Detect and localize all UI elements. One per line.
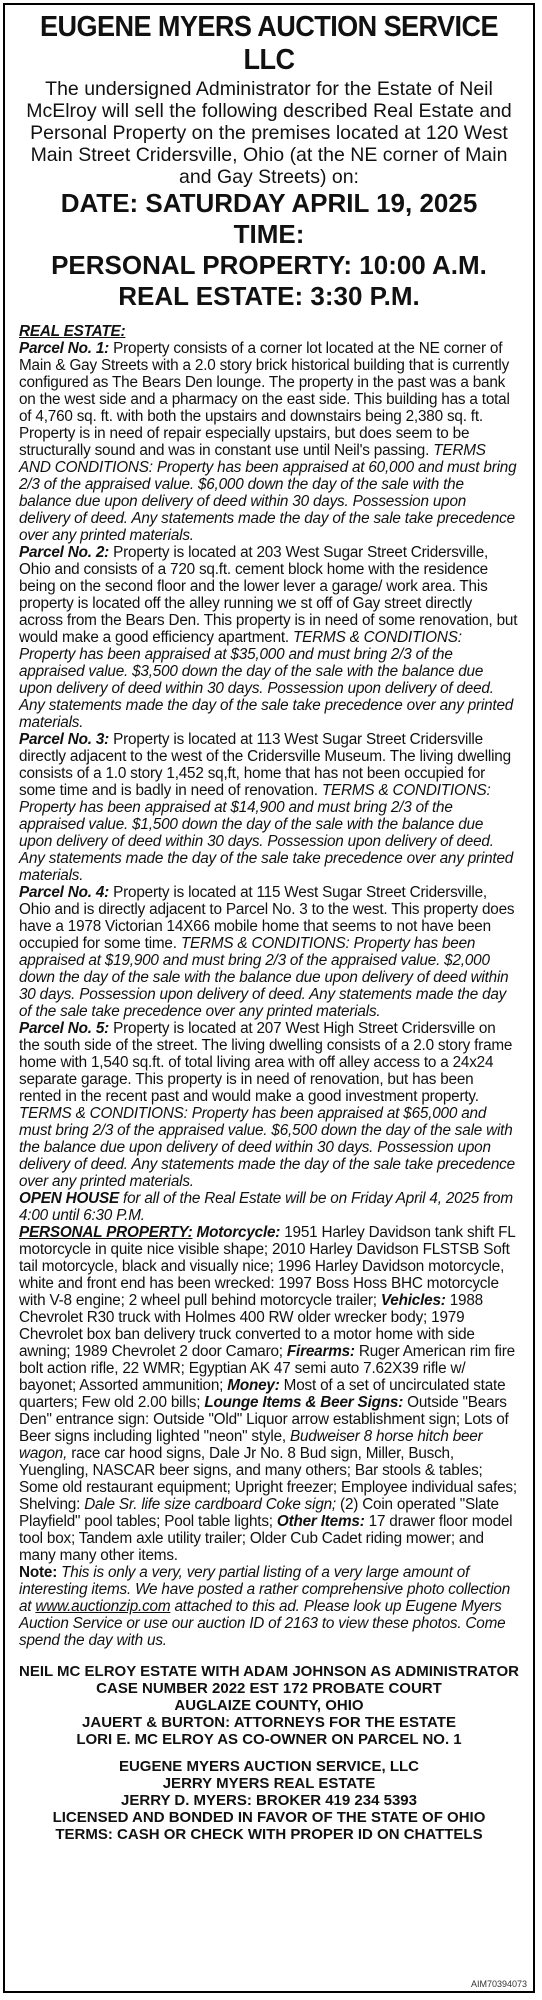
- note-text-2: attached to this ad. Please look up Eugene Myers Auction Service or use our auction ID of 2163 to view these photos. Come spend the day with us.: [19, 1598, 506, 1649]
- lounge-italic-2: Dale Sr. life size cardboard Coke sign;: [84, 1496, 336, 1513]
- estate-info-block: [5, 1663, 533, 1748]
- time-label: TIME:: [233, 219, 305, 249]
- lounge-text-2: race car hood signs, Dale Jr No. 8 Bud sign, Miller, Busch, Yuengling, NASCAR beer signs, and many others; Bar stools & tables; Some old restaurant equipment; Upright freezer; Employee individual safes; Shelving:: [19, 1445, 517, 1513]
- lounge-italic: Budweiser 8 horse hitch beer wagon,: [19, 1428, 483, 1462]
- parcel-1-label: Parcel No. 1:: [19, 340, 110, 357]
- firearms-label: Firearms:: [286, 1343, 355, 1360]
- ad-header: [5, 5, 533, 312]
- parcel-2-label: Parcel No. 2:: [19, 544, 110, 561]
- lounge-text-3: (2) Coin operated "Slate Playfield" pool tables; Pool table lights;: [19, 1496, 499, 1530]
- other-items-label: Other Items:: [276, 1513, 365, 1530]
- parcel-5-label: Parcel No. 5:: [19, 1020, 110, 1037]
- company-title: EUGENE MYERS AUCTION SERVICE LLC: [40, 11, 498, 76]
- open-house-text: for all of the Real Estate will be on Friday April 4, 2025 from 4:00 until 6:30 P.M.: [19, 1190, 513, 1224]
- parcel-5-terms: TERMS & CONDITIONS: Property has been appraised at $65,000 and must bring 2/3 of the appraised value. $6,500 down the day of the sale with the balance due upon delivery of deed within 30 days. Possession upon delivery of deed. Any statements made the day of the sale take precedence over any printed materials.: [19, 1105, 515, 1190]
- real-estate-section: [19, 323, 519, 1224]
- parcel-4-terms: TERMS & CONDITIONS: Property has been appraised at $19,900 and must bring 2/3 of the appraised value. $2,000 down the day of the sale with the balance due upon delivery of deed within 30 days. Possession upon delivery of deed. Any statements made the day of the sale take precedence over any printed materials.: [19, 935, 509, 1020]
- intro-text: The undersigned Administrator for the Estate of Neil McElroy will sell the following described Real Estate and Personal Property on the premises located at 120 West Main Street Cridersville, Ohio (at the NE corner of Main and Gay Streets) on:: [26, 78, 512, 188]
- auctioneer-line: LICENSED AND BONDED IN FAVOR OF THE STATE OF OHIO: [52, 1809, 486, 1826]
- auctioneer-line: JERRY MYERS REAL ESTATE: [162, 1775, 376, 1792]
- money-text: Most of a set of uncirculated state quarters; Few old 2.00 bills;: [19, 1377, 506, 1411]
- parcel-5-text: Property is located at 207 West High Street Cridersville on the south side of the street. The living dwelling consists of a 2.0 story frame home with 1,540 sq.ft. of total living area with off alley access to a 24x24 separate garage. This property is in need of renovation, but has been rented in the recent past and would make a good investment property.: [19, 1020, 513, 1105]
- auctioneer-info-block: [5, 1758, 533, 1843]
- auctioneer-line: JERRY D. MYERS: BROKER 419 234 5393: [121, 1792, 417, 1809]
- parcel-4-text: Property is located at 115 West Sugar Street Cridersville, Ohio and is directly adjacent to Parcel No. 3 to the west. This property does have a 1978 Victorian 14X66 mobile home that seems to not have been occupied for some time.: [19, 884, 515, 952]
- parcel-1-text: Property consists of a corner lot located at the NE corner of Main & Gay Streets with a 2.0 story brick historical building that is currently configured as The Bears Den lounge. The property in the past was a bank on the west side and a pharmacy on the east side. This building has a total of 4,760 sq. ft. with both the upstairs and downstairs being 2,380 sq. ft. Property is in need of repair especially upstairs, but does seem to be structurally sound and was in constant use until Neil's passing.: [19, 340, 510, 459]
- auctionzip-link[interactable]: www.auctionzip.com: [35, 1598, 171, 1615]
- parcel-1-terms: TERMS AND CONDITIONS: Property has been appraised at 60,000 and must bring 2/3 of the appraised value. $6,000 down the day of the sale with the balance due upon delivery of deed within 30 days. Possession upon delivery of deed. Any statements made the day of the sale take precedence over any printed materials.: [19, 442, 517, 544]
- personal-property-section: [19, 1224, 519, 1649]
- vehicles-label: Vehicles:: [380, 1292, 446, 1309]
- personal-property-time: PERSONAL PROPERTY: 10:00 A.M.: [51, 250, 487, 280]
- real-estate-time: REAL ESTATE: 3:30 P.M.: [118, 281, 420, 311]
- motorcycle-text: 1951 Harley Davidson tank shift FL motorcycle in quite nice visible shape; 2010 Harley Davidson FLSTSB Soft tail motorcycle, black and visually nice; 1996 Harley Davidson motorcycle, white and front end has been wrecked: 1997 Boss Hoss BHC motorcycle with V-8 engine; 2 wheel pull behind motorcycle trailer;: [19, 1224, 515, 1309]
- auctioneer-line: EUGENE MYERS AUCTION SERVICE, LLC: [118, 1758, 420, 1775]
- ad-id: AIM70394073: [470, 1979, 527, 1989]
- estate-line: CASE NUMBER 2022 EST 172 PROBATE COURT: [96, 1680, 442, 1697]
- auctioneer-line: TERMS: CASH OR CHECK WITH PROPER ID ON CHATTELS: [55, 1826, 483, 1843]
- lounge-text: Outside "Bears Den" entrance sign: Outside "Old" Liquor arrow establishment sign; Lots of Beer signs including lighted "neon" style,: [19, 1394, 509, 1445]
- note-text-1: This is only a very, very partial listing of a very large amount of interesting items. We have posted a rather comprehensive photo collection at: [19, 1564, 511, 1615]
- note-label: Note:: [19, 1564, 58, 1581]
- open-house-label: OPEN HOUSE: [19, 1190, 119, 1207]
- real-estate-heading: REAL ESTATE:: [19, 323, 126, 340]
- other-items-text: 17 drawer floor model tool box; Tandem axle utility trailer; Older Cub Cadet riding mower; and many many other items.: [19, 1513, 513, 1564]
- motorcycle-label: Motorcycle:: [192, 1224, 281, 1241]
- estate-line: AUGLAIZE COUNTY, OHIO: [174, 1697, 364, 1714]
- firearms-text: Ruger American rim fire bolt action rifle, 22 WMR; Egyptian AK 47 semi auto 7.62X39 rifle w/ bayonet; Assorted ammunition;: [19, 1343, 515, 1394]
- parcel-2-text: Property is located at 203 West Sugar Street Cridersville, Ohio and consists of a 720 sq.ft. cement block home with the residence being on the second floor and the lower lever a garage/ work area. This property is located off the alley running we st off of Gay street directly across from the Bears Den. This property is in need of some renovation, but would make a good efficiency apartment.: [19, 544, 518, 646]
- parcel-4-label: Parcel No. 4:: [19, 884, 110, 901]
- auction-ad: [3, 3, 535, 1993]
- parcel-3-terms: TERMS & CONDITIONS: Property has been appraised at $14,900 and must bring 2/3 of the appraised value. $1,500 down the day of the sale with the balance due upon delivery of deed within 30 days. Possession upon delivery of deed. Any statements made the day of the sale take precedence over any printed materials.: [19, 782, 514, 884]
- estate-line: NEIL MC ELROY ESTATE WITH ADAM JOHNSON AS ADMINISTRATOR: [18, 1663, 519, 1680]
- personal-property-heading: PERSONAL PROPERTY:: [19, 1224, 193, 1241]
- sale-date: DATE: SATURDAY APRIL 19, 2025: [60, 188, 478, 218]
- estate-line: JAUERT & BURTON: ATTORNEYS FOR THE ESTATE: [82, 1714, 456, 1731]
- parcel-3-text: Property is located at 113 West Sugar Street Cridersville directly adjacent to the west of the Cridersville Museum. The living dwelling consists of a 1.0 story 1,452 sq,ft, home that has not been occupied for some time and is badly in need of renovation.: [19, 731, 511, 799]
- ad-body: [5, 312, 533, 1649]
- vehicles-text: 1988 Chevrolet R30 truck with Holmes 400 RW older wrecker body; 1979 Chevrolet box ban delivery truck converted to a motor home with side awning; 1989 Chevrolet 2 door Camaro;: [19, 1292, 483, 1360]
- lounge-label: Lounge Items & Beer Signs:: [204, 1394, 404, 1411]
- estate-line: LORI E. MC ELROY AS CO-OWNER ON PARCEL NO. 1: [76, 1731, 462, 1748]
- parcel-3-label: Parcel No. 3:: [19, 731, 110, 748]
- parcel-2-terms: TERMS & CONDITIONS: Property has been appraised at $35,000 and must bring 2/3 of the appraised value. $3,500 down the day of the sale with the balance due upon delivery of deed within 30 days. Possession upon delivery of deed. Any statements made the day of the sale take precedence over any printed materials.: [19, 629, 514, 731]
- money-label: Money:: [227, 1377, 280, 1394]
